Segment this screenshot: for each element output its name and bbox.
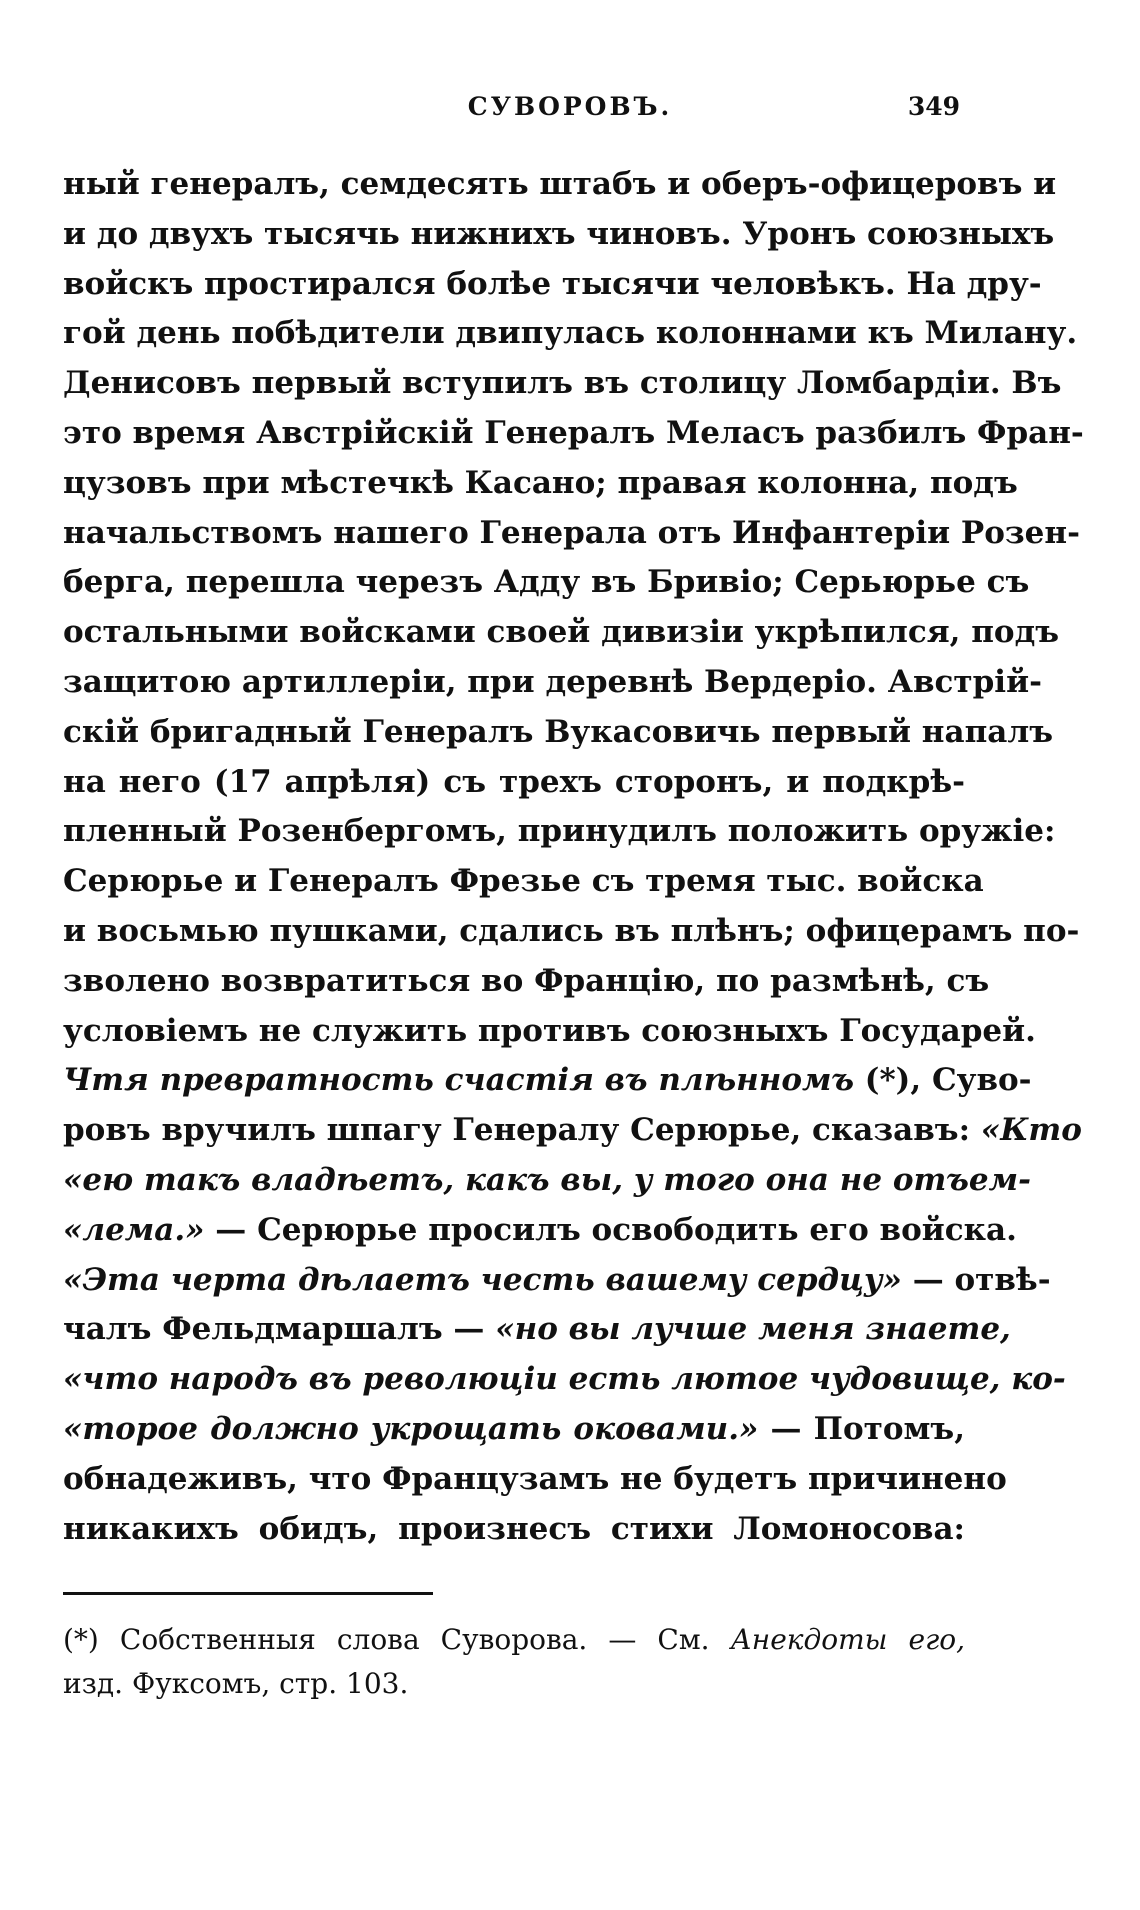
text-segment: — Серюрье просилъ освободить его войска.	[204, 1211, 1017, 1248]
running-title: СУВОРОВЪ.	[467, 92, 673, 121]
text-line: остальными войсками своей дивизіи укрѣпился, подъ	[63, 614, 1060, 651]
footnote-divider	[63, 1592, 433, 1595]
italic-text: Чтя превратность счастія въ плѣнномъ	[63, 1062, 855, 1099]
italic-text: «ею такъ владѣетъ, какъ вы, у того она не отъем-	[63, 1161, 1031, 1198]
text-line: защитою артиллеріи, при деревнѣ Вердеріо. Австрій-	[63, 663, 1042, 700]
text-line: скій бригадный Генералъ Вукасовичь первый напалъ	[63, 713, 1054, 750]
text-line	[63, 1206, 1017, 1256]
text-segment: чалъ Фельдмаршалъ —	[63, 1311, 496, 1348]
text-line: пленный Розенбергомъ, принудилъ положить оружіе:	[63, 813, 1056, 850]
text-line	[63, 1355, 1066, 1405]
text-line: войскъ простирался болѣе тысячи человѣкъ. На дру-	[63, 265, 1042, 302]
text-segment: — Потомъ,	[758, 1410, 966, 1447]
text-line: Денисовъ первый вступилъ въ столицу Ломбардіи. Въ	[63, 365, 1062, 402]
text-segment: (*), Суво-	[854, 1062, 1032, 1099]
footnote-line	[63, 1618, 965, 1662]
text-line: зволено возвратиться во Францію, по размѣнѣ, съ	[63, 962, 990, 999]
text-line: и до двухъ тысячь нижнихъ чиновъ. Уронъ союзныхъ	[63, 215, 1055, 252]
text-segment: изд. Фуксомъ, стр. 103.	[63, 1667, 409, 1700]
page-number: 349	[907, 92, 960, 121]
text-segment: (*) Собственныя слова Суворова. — См.	[63, 1623, 731, 1656]
text-line	[63, 1455, 1007, 1505]
text-line: и восьмью пушками, сдались въ плѣнъ; офицерамъ по-	[63, 912, 1080, 949]
text-line	[63, 1056, 1032, 1106]
text-line: начальствомъ нашего Генерала отъ Инфантеріи Розен-	[63, 514, 1080, 551]
italic-text: «Кто	[980, 1112, 1082, 1149]
page-header	[0, 92, 1140, 132]
text-line: на него (17 апрѣля) съ трехъ сторонъ, и подкрѣ-	[63, 763, 965, 800]
text-line: условіемъ не служить противъ союзныхъ Государей.	[63, 1012, 1036, 1049]
text-line: гой день побѣдители двипулась колоннами къ Милану.	[63, 315, 1078, 352]
text-line	[63, 1305, 1011, 1355]
text-line	[63, 1505, 965, 1555]
italic-text: «лема.»	[63, 1211, 205, 1248]
text-segment: ровъ вручилъ шпагу Генералу Серюрье, сказавъ:	[63, 1112, 981, 1149]
italic-text: Анекдоты его,	[730, 1623, 965, 1656]
text-line	[63, 1256, 1051, 1306]
italic-text: «торое должно укрощать оковами.»	[63, 1410, 759, 1447]
text-segment: — отвѣ-	[901, 1261, 1051, 1298]
text-line: это время Австрійскій Генералъ Меласъ разбилъ Фран-	[63, 414, 1084, 451]
body-text	[63, 160, 1084, 1554]
text-segment: обнадеживъ, что Французамъ не будетъ причинено	[63, 1460, 1007, 1497]
italic-text: «но вы лучше меня знаете,	[495, 1311, 1011, 1348]
text-line	[63, 1106, 1082, 1156]
text-line	[63, 1156, 1031, 1206]
text-line: берга, перешла черезъ Адду въ Бривіо; Серьюрье съ	[63, 564, 1030, 601]
text-segment: никакихъ обидъ, произнесъ стихи Ломоносова:	[63, 1510, 965, 1547]
footnote	[63, 1618, 965, 1706]
text-line: цузовъ при мѣстечкѣ Касано; правая колонна, подъ	[63, 464, 1018, 501]
text-line: ный генералъ, семдесять штабъ и оберъ-офицеровъ и	[63, 166, 1057, 202]
text-line: Серюрье и Генералъ Фрезье съ тремя тыс. войска	[63, 863, 984, 900]
footnote-line	[63, 1662, 965, 1706]
text-line	[63, 1405, 965, 1455]
italic-text: «что народъ въ революціи есть лютое чудовище, ко-	[63, 1361, 1066, 1398]
italic-text: «Эта черта дѣлаетъ честь вашему сердцу»	[63, 1261, 902, 1298]
